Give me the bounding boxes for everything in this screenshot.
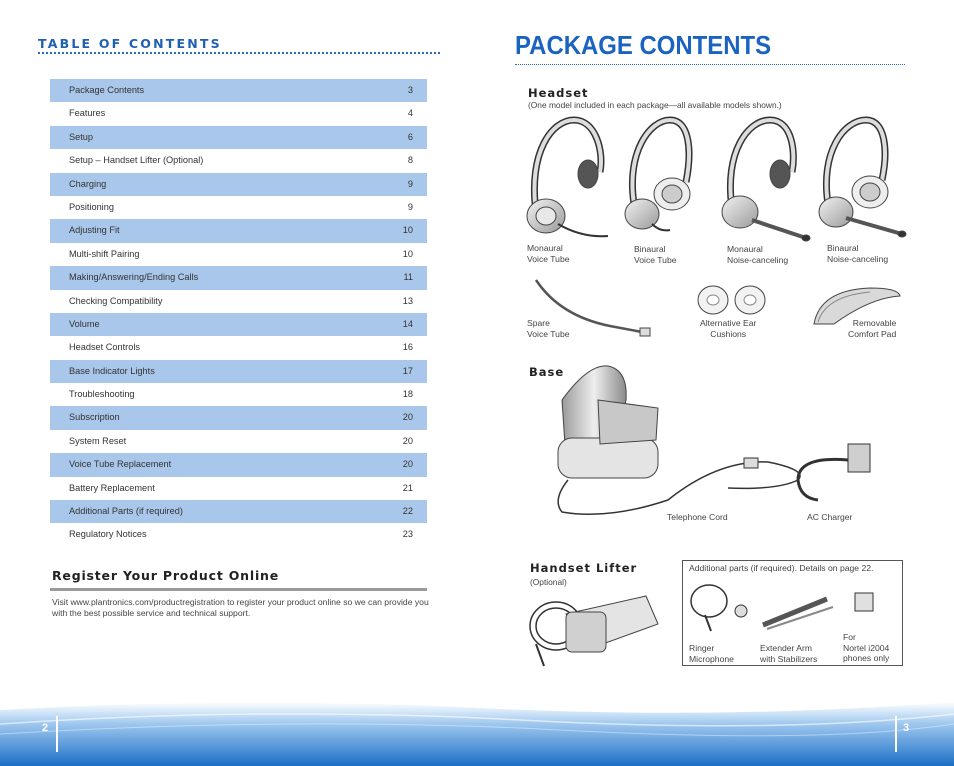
title-dotted-divider (515, 64, 905, 65)
toc-label: Multi-shift Pairing (69, 248, 140, 259)
page-number-divider (56, 716, 58, 752)
page-number-left: 2 (42, 722, 49, 734)
toc-page: 20 (402, 459, 413, 470)
toc-page: 21 (402, 482, 413, 493)
toc-dotted-divider (38, 52, 440, 54)
model-caption: Monaural Voice Tube (527, 243, 570, 264)
register-title: Register Your Product Online (52, 568, 280, 583)
toc-row[interactable] (50, 430, 427, 453)
footer-wave (0, 694, 954, 766)
toc-row[interactable] (50, 523, 427, 546)
toc-page: 3 (407, 85, 413, 95)
lifter-heading: Handset Lifter (530, 561, 638, 575)
headset-models-illustration (522, 112, 914, 244)
toc-page: 8 (407, 155, 413, 166)
headset-monaural-noise-canceling (722, 120, 810, 241)
toc-row[interactable] (50, 383, 427, 406)
toc-title: TABLE OF CONTENTS (38, 36, 222, 51)
toc-page: 22 (402, 506, 413, 517)
page-number-right: 3 (903, 722, 910, 734)
toc-page: 9 (407, 201, 413, 212)
toc-row[interactable] (50, 219, 427, 242)
toc-label: Volume (69, 318, 100, 329)
toc-page: 14 (402, 318, 413, 329)
toc-row[interactable] (50, 360, 427, 383)
toc-row[interactable] (50, 173, 427, 196)
toc-label: Setup (69, 131, 94, 142)
toc-label: Features (69, 108, 106, 119)
extender-caption: Extender Arm with Stabilizers (760, 643, 818, 664)
toc-page: 17 (402, 365, 413, 376)
ear-cushions-caption: Alternative Ear Cushions (700, 318, 757, 339)
toc-page: 13 (402, 295, 413, 306)
spare-tube-caption: Spare Voice Tube (527, 318, 570, 339)
headset-heading: Headset (528, 86, 589, 100)
toc-row[interactable] (50, 336, 427, 359)
toc-row[interactable] (50, 290, 427, 313)
toc-label: Adjusting Fit (69, 225, 120, 236)
headset-binaural-voice-tube (625, 120, 690, 230)
toc-page: 20 (402, 435, 413, 446)
toc-row[interactable] (50, 406, 427, 429)
model-caption: Binaural Noise-canceling (827, 243, 889, 264)
headset-monaural-voice-tube (527, 120, 608, 236)
toc-row[interactable] (50, 196, 427, 219)
toc-row[interactable] (50, 477, 427, 500)
toc-label: Making/Answering/Ending Calls (69, 272, 199, 283)
toc-row[interactable] (50, 453, 427, 476)
comfort-pad-caption: Removable Comfort Pad (848, 318, 897, 339)
toc-page: 10 (402, 248, 413, 259)
base-heading: Base (529, 365, 565, 379)
toc-label: Regulatory Notices (69, 529, 147, 540)
toc-label: Charging (69, 178, 107, 189)
additional-parts-box (682, 560, 903, 666)
model-caption: Monaural Noise-canceling (727, 244, 789, 265)
ringer-caption: Ringer Microphone (689, 643, 734, 664)
toc-row[interactable] (50, 243, 427, 266)
toc-page: 16 (402, 342, 413, 353)
register-divider (50, 588, 427, 591)
toc-label: Voice Tube Replacement (69, 459, 172, 470)
nortel-caption: For Nortel i2004 phones only (843, 632, 890, 663)
toc-label: Subscription (69, 412, 120, 423)
toc-label: Additional Parts (if required) (69, 506, 183, 517)
toc-page: 23 (402, 529, 413, 540)
page-number-divider (895, 716, 897, 752)
additional-parts-illustration (687, 579, 897, 637)
toc-row[interactable] (50, 102, 427, 125)
toc-row[interactable] (50, 126, 427, 149)
toc-label: Base Indicator Lights (69, 365, 155, 376)
toc-label: Troubleshooting (69, 389, 135, 400)
model-caption: Binaural Voice Tube (634, 244, 677, 265)
toc-page: 11 (403, 272, 413, 283)
toc-page: 10 (402, 225, 413, 236)
toc-page: 20 (402, 412, 413, 423)
headset-subheading: (One model included in each package—all available models shown.) (528, 100, 782, 110)
toc-label: Package Contents (69, 85, 145, 95)
toc-label: Checking Compatibility (69, 295, 163, 306)
toc-label: Positioning (69, 201, 114, 212)
toc-row[interactable] (50, 266, 427, 289)
ear-cushions-illustration (696, 284, 770, 318)
telephone-cord-caption: Telephone Cord (667, 512, 728, 522)
toc-row[interactable] (50, 500, 427, 523)
toc-page: 4 (407, 108, 413, 119)
toc-page: 6 (407, 131, 413, 142)
register-text: Visit www.plantronics.com/productregistration to register your product online so we can provide you with the best possible service and technical support. (52, 597, 429, 618)
toc-row[interactable] (50, 79, 427, 102)
toc-label: Battery Replacement (69, 482, 155, 493)
toc-page: 18 (402, 389, 413, 400)
toc-label: Headset Controls (69, 342, 140, 353)
toc-row[interactable] (50, 313, 427, 336)
page-title: PACKAGE CONTENTS (515, 30, 772, 60)
toc-page: 9 (407, 178, 413, 189)
table-of-contents (50, 79, 427, 547)
ac-charger-caption: AC Charger (807, 512, 853, 522)
toc-row[interactable] (50, 149, 427, 172)
base-illustration (548, 360, 878, 520)
headset-binaural-noise-canceling (819, 120, 906, 237)
toc-label: System Reset (69, 435, 127, 446)
handset-lifter-illustration (526, 586, 662, 672)
toc-label: Setup – Handset Lifter (Optional) (69, 155, 204, 166)
additional-parts-header: Additional parts (if required). Details on page 22. (689, 563, 874, 573)
lifter-subheading: (Optional) (530, 577, 567, 587)
